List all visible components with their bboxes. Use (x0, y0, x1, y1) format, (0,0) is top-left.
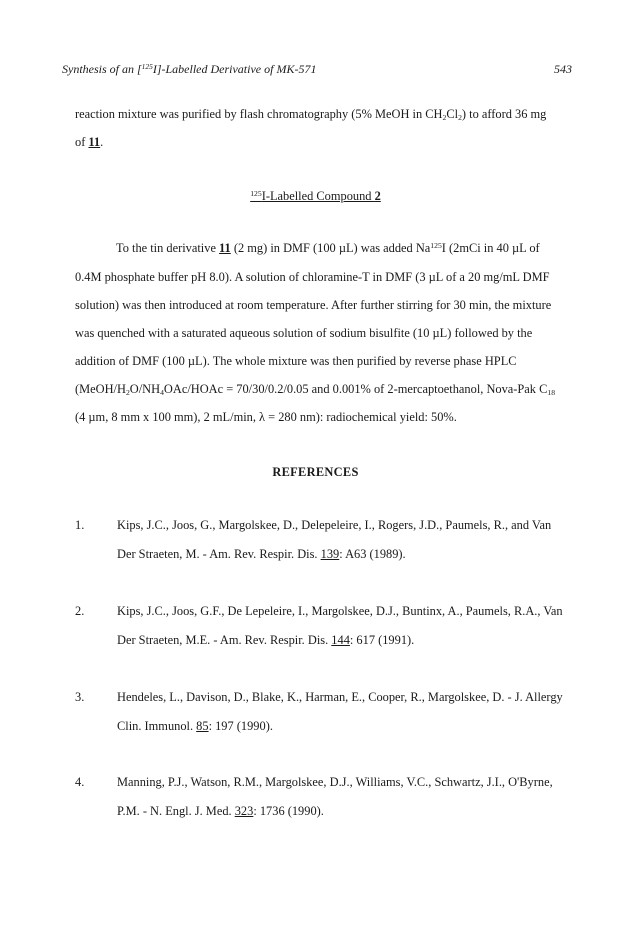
reference-4-line-1: Manning, P.J., Watson, R.M., Margolskee, D.J., Williams, V.C., Schwartz, J.I., O'Byrne, (117, 775, 553, 789)
reference-1-line-2 (117, 547, 557, 562)
reference-2-line-1: Kips, J.C., Joos, G.F., De Lepeleire, I., Margolskee, D.J., Buntinx, A., Paumels, R.A., Van (117, 604, 563, 618)
intro-line-2 (75, 135, 555, 150)
section-isotope: 125 (250, 188, 262, 198)
text-run: (2 mg) in DMF (100 µL) was added Na (230, 241, 431, 255)
text-run: I (2mCi in 40 µL of (441, 241, 540, 255)
para-line-2: 0.4M phosphate buffer pH 8.0). A solution of chloramine-T in DMF (3 µL of a 20 mg/mL DMF (75, 270, 550, 284)
para-line-3: solution) was then introduced at room temperature. After further stirring for 30 min, the mixture (75, 298, 552, 312)
volume-number: 323 (234, 804, 254, 818)
compound-number: 11 (219, 241, 231, 255)
compound-number: 2 (374, 189, 381, 203)
text-run: : A63 (1989). (339, 547, 406, 561)
running-head-title-part: Synthesis of an [ (62, 62, 142, 76)
text-run: O/NH (129, 382, 161, 396)
intro-line-1 (75, 107, 555, 122)
text-run: reaction mixture was purified by flash chromatography (5% MeOH in CH (75, 107, 443, 121)
reference-number: 3. (75, 690, 85, 704)
text-run: P.M. - N. Engl. J. Med. (117, 804, 235, 818)
references-heading: REFERENCES (272, 465, 359, 479)
reference-3-line-2 (117, 719, 557, 734)
subscript: 2 (458, 112, 462, 122)
subscript: 4 (160, 387, 164, 397)
text-run: . (100, 135, 104, 149)
volume-number: 144 (331, 633, 350, 647)
reference-4-line-2 (117, 804, 557, 819)
text-run: Der Straeten, M.E. - Am. Rev. Respir. Dis. (117, 633, 332, 647)
section-heading-text: I-Labelled Compound (261, 189, 375, 203)
running-head (62, 62, 572, 78)
text-run: Cl (446, 107, 459, 121)
text-run: : 1736 (1990). (253, 804, 324, 818)
reference-number: 2. (75, 604, 85, 618)
reference-3-line-1: Hendeles, L., Davison, D., Blake, K., Harman, E., Cooper, R., Margolskee, D. - J. Allergy (117, 690, 563, 704)
reference-number: 4. (75, 775, 85, 789)
reference-2-line-2 (117, 633, 557, 648)
running-head-title (62, 62, 316, 77)
text-run: ) to afford 36 mg (461, 107, 547, 121)
text-run: : 617 (1991). (349, 633, 415, 647)
text-run: Der Straeten, M. - Am. Rev. Respir. Dis. (117, 547, 321, 561)
reference-number: 1. (75, 518, 85, 532)
para-line-4: was quenched with a saturated aqueous solution of sodium bisulfite (10 µL) followed by the (75, 326, 533, 340)
text-run: Clin. Immunol. (117, 719, 197, 733)
subscript: 18 (547, 387, 556, 397)
text-run: of (75, 135, 89, 149)
compound-number: 11 (88, 135, 101, 149)
volume-number: 85 (196, 719, 209, 733)
text-run: To the tin derivative (116, 241, 220, 255)
running-head-isotope: 125 (141, 61, 153, 71)
text-run: OAc/HOAc = 70/30/0.2/0.05 and 0.001% of 2-mercaptoethanol, Nova-Pak C (163, 382, 548, 396)
superscript: 125 (430, 240, 442, 250)
para-line-1 (116, 241, 556, 256)
para-line-6 (75, 382, 555, 397)
para-line-7: (4 µm, 8 mm x 100 mm), 2 mL/min, λ = 280 nm): radiochemical yield: 50%. (75, 410, 457, 424)
page-number: 543 (554, 62, 572, 76)
text-run: (MeOH/H (75, 382, 126, 396)
subscript: 2 (442, 112, 447, 122)
running-head-title-part: I]-Labelled Derivative of MK-571 (152, 62, 317, 76)
reference-1-line-1: Kips, J.C., Joos, G., Margolskee, D., Delepeleire, I., Rogers, J.D., Paumels, R., and Van (117, 518, 552, 532)
subscript: 2 (125, 387, 130, 397)
text-run: : 197 (1990). (208, 719, 273, 733)
section-heading (0, 189, 631, 204)
volume-number: 139 (320, 547, 340, 561)
para-line-5: addition of DMF (100 µL). The whole mixture was then purified by reverse phase HPLC (75, 354, 517, 368)
